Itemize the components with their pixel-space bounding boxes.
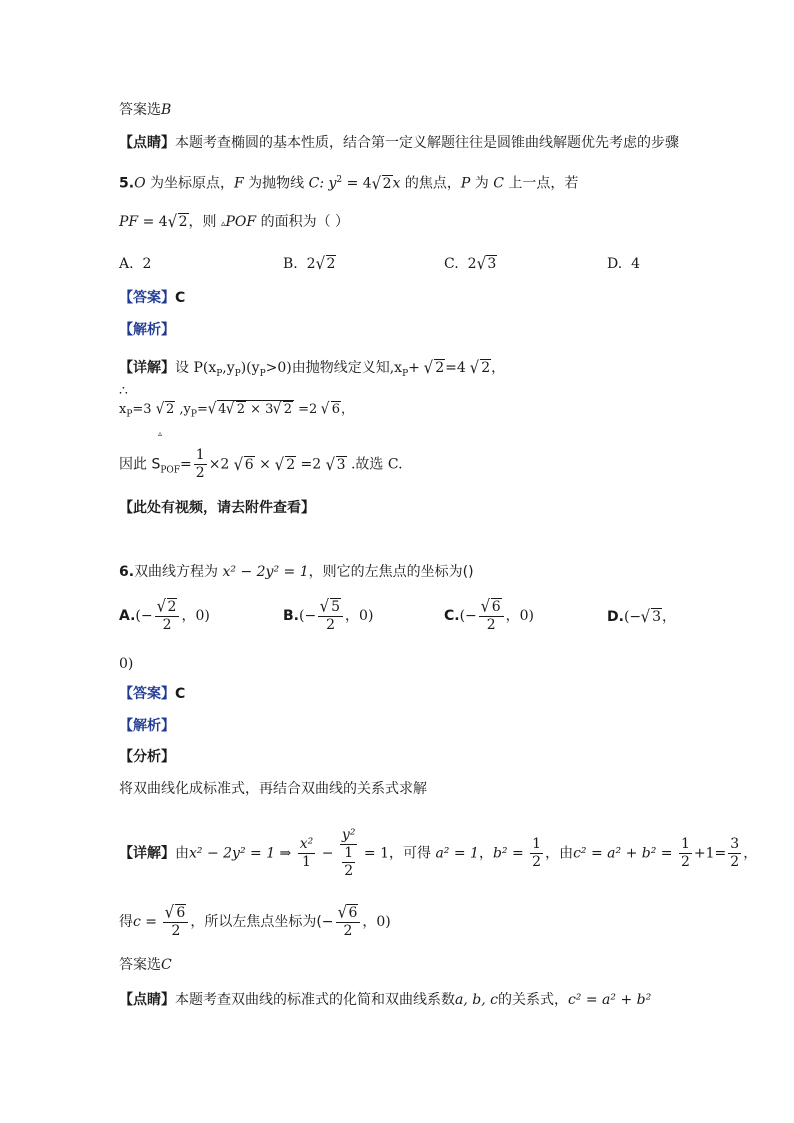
math-expr: = 4 bbox=[342, 175, 372, 192]
prev-dianjing-line bbox=[119, 133, 679, 153]
xiangjie-tag: 【详解】 bbox=[119, 845, 175, 862]
math-var: P bbox=[460, 175, 471, 192]
jiexi-tag: 【解析】 bbox=[119, 718, 175, 734]
xiangjie-tag: 【详解】 bbox=[119, 360, 175, 376]
option-d: D.(−√ 3， bbox=[607, 607, 676, 627]
stem-text: 上一点，若 bbox=[503, 175, 579, 192]
option-a: A.(− $\frac{√ 2}{2}$ ，0) bbox=[119, 597, 210, 633]
stem-text: ，则 bbox=[188, 214, 221, 230]
q6-jiexi-line bbox=[119, 716, 175, 736]
q5-detail-line1: 【详解】设 $P(x_P,y_P)(y_P>0)$由抛物线定义知$,x_P+$ √ 2=4 √ 2， bbox=[119, 358, 506, 379]
option-c: C. 2√ 3 bbox=[444, 254, 497, 274]
q6-stem: 6.双曲线方程为 x² − 2y² = 1，则它的左焦点的坐标为() bbox=[119, 564, 474, 580]
answer-tag: 【答案】 bbox=[119, 686, 175, 702]
prev-answer-line bbox=[119, 100, 171, 120]
answer-choice-text: 答案选 bbox=[119, 102, 161, 118]
q5-tri-mark: ▵ bbox=[158, 429, 163, 438]
q5-answer-line bbox=[119, 288, 185, 308]
q5-detail-line3: 因此 $S_{POF}=$ $\frac{1}{2}$ ×2 √ 6 × √ 2 =2 √ 3 .故选 C. bbox=[119, 447, 403, 481]
option-d-continued: 0) bbox=[119, 656, 134, 672]
q5-detail-line2: $x_P=3$ √ 2 $,y_P=√$ 4√ 2 × 3√ 2 =2 √ 6， bbox=[119, 400, 355, 420]
answer-letter: B bbox=[161, 102, 172, 118]
math-var: x bbox=[392, 175, 401, 192]
jiexi-tag: 【解析】 bbox=[119, 322, 175, 338]
q5-video-line bbox=[119, 498, 315, 518]
q6-answer-line bbox=[119, 684, 185, 704]
math-expr: = 4 bbox=[138, 214, 168, 230]
math-var: F bbox=[234, 175, 244, 192]
math-var: C bbox=[493, 175, 504, 192]
question-number: 6. bbox=[119, 564, 135, 580]
dianjing-text: 本题考查椭圆的基本性质，结合第一定义解题往往是圆锥曲线解题优先考虑的步骤 bbox=[175, 135, 679, 151]
triangle-icon: ▵ bbox=[220, 219, 226, 229]
answer-value: C bbox=[175, 686, 186, 702]
stem-text: 为 bbox=[470, 175, 494, 192]
question-number: 5. bbox=[119, 175, 135, 192]
q5-therefore: ∴ bbox=[119, 383, 128, 399]
answer-value: C bbox=[175, 290, 186, 306]
math-var: C bbox=[308, 175, 320, 192]
stem-text: 的焦点， bbox=[400, 175, 461, 192]
option-d: D. 4 bbox=[607, 256, 641, 272]
q6-detail-line1: 【详解】由x² − 2y² = 1 ⇒ $\frac{\text{x²}}{1}$ − $\frac{\text{y²}}{\frac{1}{2}}$ = 1，可得 a² = 1，b² = $\frac{1}{2}$ ，由c² = a² + b² = $\frac{1}{2}$ +1= $\frac{3}{2}$ ， bbox=[119, 827, 758, 879]
math-var: POF bbox=[225, 214, 257, 230]
dianjing-tag: 【点睛】 bbox=[119, 992, 175, 1008]
sqrt-expr: √ 2 bbox=[371, 174, 392, 194]
q6-fenxi-line bbox=[119, 747, 175, 767]
q6-detail-line2: 得c = $\frac{√ 6}{2}$ ，所以左焦点坐标为(− $\frac{√ 6}{2}$ ，0) bbox=[119, 903, 391, 939]
option-b: B.(− $\frac{√ 5}{2}$ ，0) bbox=[283, 597, 374, 633]
option-c: C.(− $\frac{√ 6}{2}$ ，0) bbox=[444, 597, 535, 633]
option-b: B. 2√ 2 bbox=[283, 254, 336, 274]
answer-tag: 【答案】 bbox=[119, 290, 175, 306]
q6-answer-choice: 答案选C bbox=[119, 957, 172, 973]
fenxi-tag: 【分析】 bbox=[119, 749, 175, 765]
math-var: PF bbox=[119, 214, 139, 230]
option-a: A. 2 bbox=[119, 256, 152, 272]
q6-fenxi-text: 将双曲线化成标准式，再结合双曲线的关系式求解 bbox=[119, 781, 427, 797]
math-expr: : y bbox=[319, 175, 337, 192]
stem-text: 为坐标原点， bbox=[145, 175, 234, 192]
q5-jiexi-line bbox=[119, 320, 175, 340]
sqrt-expr: √ 2 bbox=[167, 212, 188, 232]
dianjing-tag: 【点睛】 bbox=[119, 135, 175, 151]
q6-dianjing-line: 【点睛】本题考查双曲线的标准式的化简和双曲线系数a, b, c的关系式，c² = a² + b² bbox=[119, 992, 652, 1008]
q5-stem-line1: 5.O 为坐标原点，F 为抛物线 C: $y^2 = 4√$ 2x 的焦点，P 为 C 上一点，若 bbox=[119, 174, 579, 194]
stem-text: 为抛物线 bbox=[243, 175, 309, 192]
math-var: O bbox=[134, 175, 146, 192]
q5-stem-line2 bbox=[119, 212, 349, 234]
video-note: 【此处有视频，请去附件查看】 bbox=[119, 500, 315, 516]
stem-text: 的面积为（ ） bbox=[256, 214, 350, 230]
